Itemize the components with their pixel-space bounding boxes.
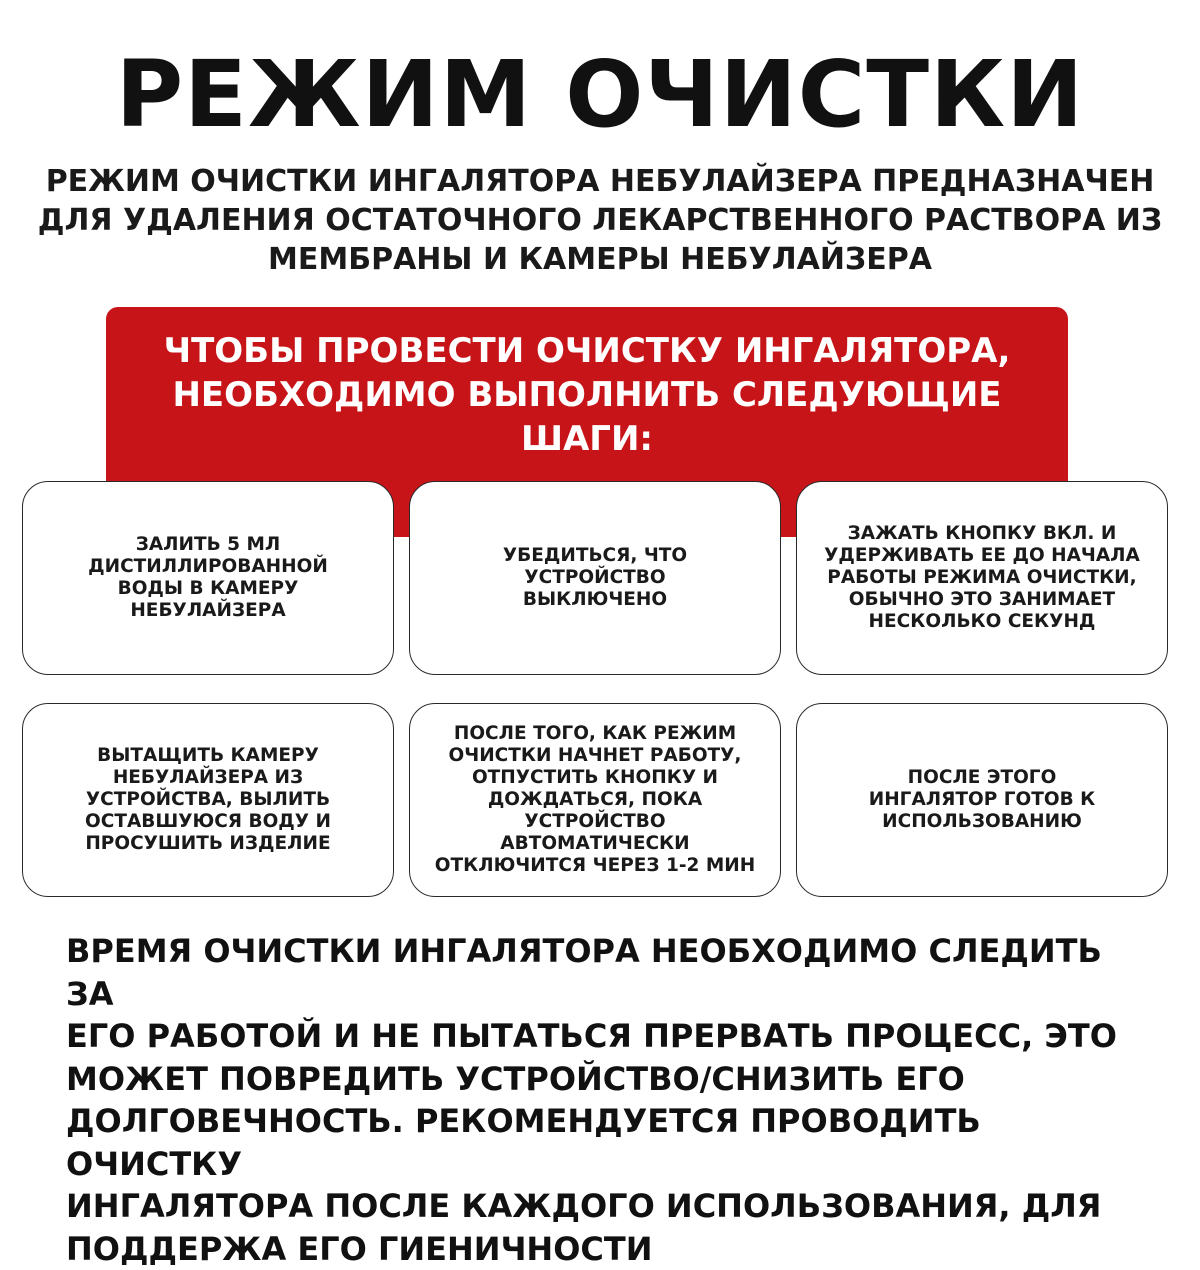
step-text-3: ЗАЖАТЬ КНОПКУ ВКЛ. И УДЕРЖИВАТЬ ЕЕ ДО НАЧАЛА РАБОТЫ РЕЖИМА ОЧИСТКИ, ОБЫЧНО ЭТО ЗАНИМАЕТ НЕСКОЛЬКО СЕКУНД [824,523,1140,632]
step-card-6 [796,703,1168,897]
step-card-5 [409,703,781,897]
page-title: РЕЖИМ ОЧИСТКИ [115,41,1085,148]
step-card-2 [409,481,781,675]
step-text-6: ПОСЛЕ ЭТОГО ИНГАЛЯТОР ГОТОВ К ИСПОЛЬЗОВАНИЮ [868,767,1096,832]
step-card-4 [22,703,394,897]
step-text-4: ВЫТАЩИТЬ КАМЕРУ НЕБУЛАЙЗЕРА ИЗ УСТРОЙСТВА, ВЫЛИТЬ ОСТАВШУЮСЯ ВОДУ И ПРОСУШИТЬ ИЗДЕЛИЕ [85,745,331,854]
step-text-5: ПОСЛЕ ТОГО, КАК РЕЖИМ ОЧИСТКИ НАЧНЕТ РАБОТУ, ОТПУСТИТЬ КНОПКУ И ДОЖДАТЬСЯ, ПОКА УСТРОЙСТВО АВТОМАТИЧЕСКИ ОТКЛЮЧИТСЯ ЧЕРЕЗ 1-2 МИН [434,723,756,876]
step-text-1: ЗАЛИТЬ 5 МЛ ДИСТИЛЛИРОВАННОЙ ВОДЫ В КАМЕРУ НЕБУЛАЙЗЕРА [88,534,328,621]
page-subtitle: РЕЖИМ ОЧИСТКИ ИНГАЛЯТОРА НЕБУЛАЙЗЕРА ПРЕДНАЗНАЧЕН ДЛЯ УДАЛЕНИЯ ОСТАТОЧНОГО ЛЕКАРСТВЕННОГО РАСТВОРА ИЗ МЕМБРАНЫ И КАМЕРЫ НЕБУЛАЙЗЕРА [37,164,1163,277]
step-text-2: УБЕДИТЬСЯ, ЧТО УСТРОЙСТВО ВЫКЛЮЧЕНО [502,545,688,610]
instructions-heading: ЧТОБЫ ПРОВЕСТИ ОЧИСТКУ ИНГАЛЯТОРА, НЕОБХОДИМО ВЫПОЛНИТЬ СЛЕДУЮЩИЕ ШАГИ: [163,331,1011,459]
step-card-1 [22,481,394,675]
step-card-3 [796,481,1168,675]
footer-note: ВРЕМЯ ОЧИСТКИ ИНГАЛЯТОРА НЕОБХОДИМО СЛЕДИТЬ ЗА ЕГО РАБОТОЙ И НЕ ПЫТАТЬСЯ ПРЕРВАТЬ ПРОЦЕСС, ЭТО МОЖЕТ ПОВРЕДИТЬ УСТРОЙСТВО/СНИЗИТЬ ЕГО ДОЛГОВЕЧНОСТЬ. РЕКОМЕНДУЕТСЯ ПРОВОДИТЬ ОЧИСТКУ ИНГАЛЯТОРА ПОСЛЕ КАЖДОГО ИСПОЛЬЗОВАНИЯ, ДЛЯ ПОДДЕРЖА ЕГО ГИЕНИЧНОСТИ [66,932,1117,1268]
